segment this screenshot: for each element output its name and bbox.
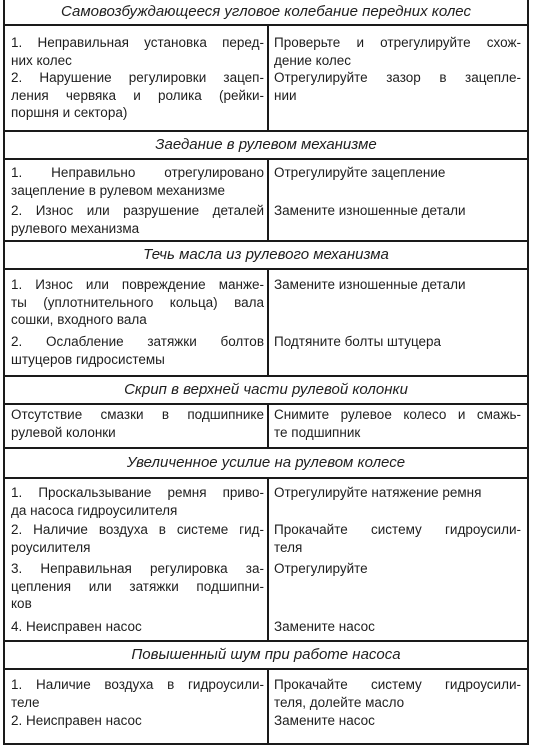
remedy-cell-line: Замените изношенные детали xyxy=(274,203,466,218)
remedy-cell-line: Проверьте и отрегулируйте схож- xyxy=(274,35,521,50)
cause-cell-line: рулевой колонки xyxy=(11,424,116,440)
remedy-cell-line: теля xyxy=(274,539,303,555)
section-heading: Скрип в верхней части рулевой колонки xyxy=(5,375,527,405)
remedy-cell-line: Отрегулируйте зазор в зацепле- xyxy=(274,70,521,85)
section-heading: Увеличенное усилие на рулевом колесе xyxy=(5,447,527,479)
cause-cell xyxy=(11,276,264,329)
cause-cell xyxy=(11,34,264,69)
remedy-cell xyxy=(274,618,521,636)
remedy-cell xyxy=(274,521,521,556)
cause-cell xyxy=(11,712,264,730)
column-divider xyxy=(267,268,269,377)
cause-cell-line: зацепление в рулевом механизме xyxy=(11,182,225,198)
remedy-cell xyxy=(274,333,521,351)
section-heading: Заедание в рулевом механизме xyxy=(5,130,527,160)
remedy-cell-line: Прокачайте систему гидроусили- xyxy=(274,522,521,537)
remedy-cell xyxy=(274,164,521,182)
column-divider xyxy=(267,158,269,242)
cause-cell-line: 2. Нарушение регулировки зацеп- xyxy=(11,70,264,85)
cause-cell xyxy=(11,484,264,519)
remedy-cell xyxy=(274,34,521,69)
column-divider xyxy=(267,668,269,743)
remedy-cell-line: Замените насос xyxy=(274,713,375,728)
cause-cell-line: 2. Неисправен насос xyxy=(11,713,142,728)
cause-cell-line: 3. Неправильная регулировка за- xyxy=(11,561,264,576)
remedy-cell-line: те подшипник xyxy=(274,424,361,440)
cause-cell-line: них колес xyxy=(11,52,72,68)
troubleshooting-table xyxy=(3,0,529,745)
cause-cell-line: 2. Износ или разрушение деталей xyxy=(11,203,264,218)
remedy-cell xyxy=(274,560,521,578)
remedy-cell-line: нии xyxy=(274,87,297,103)
column-divider xyxy=(267,403,269,449)
remedy-cell xyxy=(274,712,521,730)
remedy-cell xyxy=(274,484,521,502)
cause-cell-line: ков xyxy=(11,596,32,611)
remedy-cell-line: Замените насос xyxy=(274,619,375,634)
cause-cell-line: 1. Наличие воздуха в гидроусили- xyxy=(11,677,264,692)
remedy-cell-line: Подтяните болты штуцера xyxy=(274,334,442,349)
cause-cell-line: 2. Ослабление затяжки болтов xyxy=(11,334,264,349)
cause-cell-line: роусилителя xyxy=(11,539,91,555)
cause-cell xyxy=(11,521,264,556)
cause-cell xyxy=(11,676,264,711)
cause-cell-line: 1. Проскальзывание ремня приво- xyxy=(11,485,264,500)
remedy-cell xyxy=(274,676,521,711)
cause-cell-line: поршня и сектора) xyxy=(11,105,128,120)
cause-cell-line: 1. Износ или повреждение манже- xyxy=(11,277,264,292)
cause-cell-line: теле xyxy=(11,694,40,710)
remedy-cell-line: Снимите рулевое колесо и смажь- xyxy=(274,407,521,422)
remedy-cell-line: Отрегулируйте зацепление xyxy=(274,165,446,180)
cause-cell-line: ления червяка и ролика (рейки- xyxy=(11,87,264,103)
remedy-cell xyxy=(274,276,521,294)
cause-cell xyxy=(11,202,264,237)
section-heading: Повышенный шум при работе насоса xyxy=(5,640,527,670)
cause-cell-line: ты (уплотнительного кольца) вала xyxy=(11,294,264,310)
cause-cell-line: 2. Наличие воздуха в системе гид- xyxy=(11,522,264,537)
cause-cell xyxy=(11,618,264,636)
remedy-cell xyxy=(274,69,521,104)
cause-cell-line: штуцеров гидросистемы xyxy=(11,351,165,367)
remedy-cell-line: Прокачайте систему гидроусили- xyxy=(274,677,521,692)
section-heading: Течь масла из рулевого механизма xyxy=(5,240,527,270)
cause-cell-line: сошки, входного вала xyxy=(11,312,147,327)
section-heading: Самовозбуждающееся угловое колебание передних колес xyxy=(5,0,527,26)
cause-cell-line: 4. Неисправен насос xyxy=(11,619,142,634)
remedy-cell-line: теля, долейте масло xyxy=(274,694,405,710)
cause-cell xyxy=(11,69,264,122)
cause-cell xyxy=(11,164,264,199)
cause-cell-line: 1. Неправильно отрегулировано xyxy=(11,165,264,180)
cause-cell xyxy=(11,333,264,368)
remedy-cell xyxy=(274,406,521,441)
cause-cell xyxy=(11,560,264,613)
cause-cell-line: рулевого механизма xyxy=(11,220,140,236)
remedy-cell xyxy=(274,202,521,220)
cause-cell-line: Отсутствие смазки в подшипнике xyxy=(11,407,264,422)
remedy-cell-line: Отрегулируйте xyxy=(274,561,368,576)
remedy-cell-line: Отрегулируйте натяжение ремня xyxy=(274,485,482,500)
cause-cell-line: да насоса гидроусилителя xyxy=(11,502,178,518)
remedy-cell-line: Замените изношенные детали xyxy=(274,277,466,292)
column-divider xyxy=(267,24,269,132)
cause-cell-line: 1. Неправильная установка перед- xyxy=(11,35,264,50)
column-divider xyxy=(267,477,269,642)
remedy-cell-line: дение колес xyxy=(274,52,352,68)
cause-cell-line: цепления или затяжки подшипни- xyxy=(11,578,264,594)
cause-cell xyxy=(11,406,264,441)
